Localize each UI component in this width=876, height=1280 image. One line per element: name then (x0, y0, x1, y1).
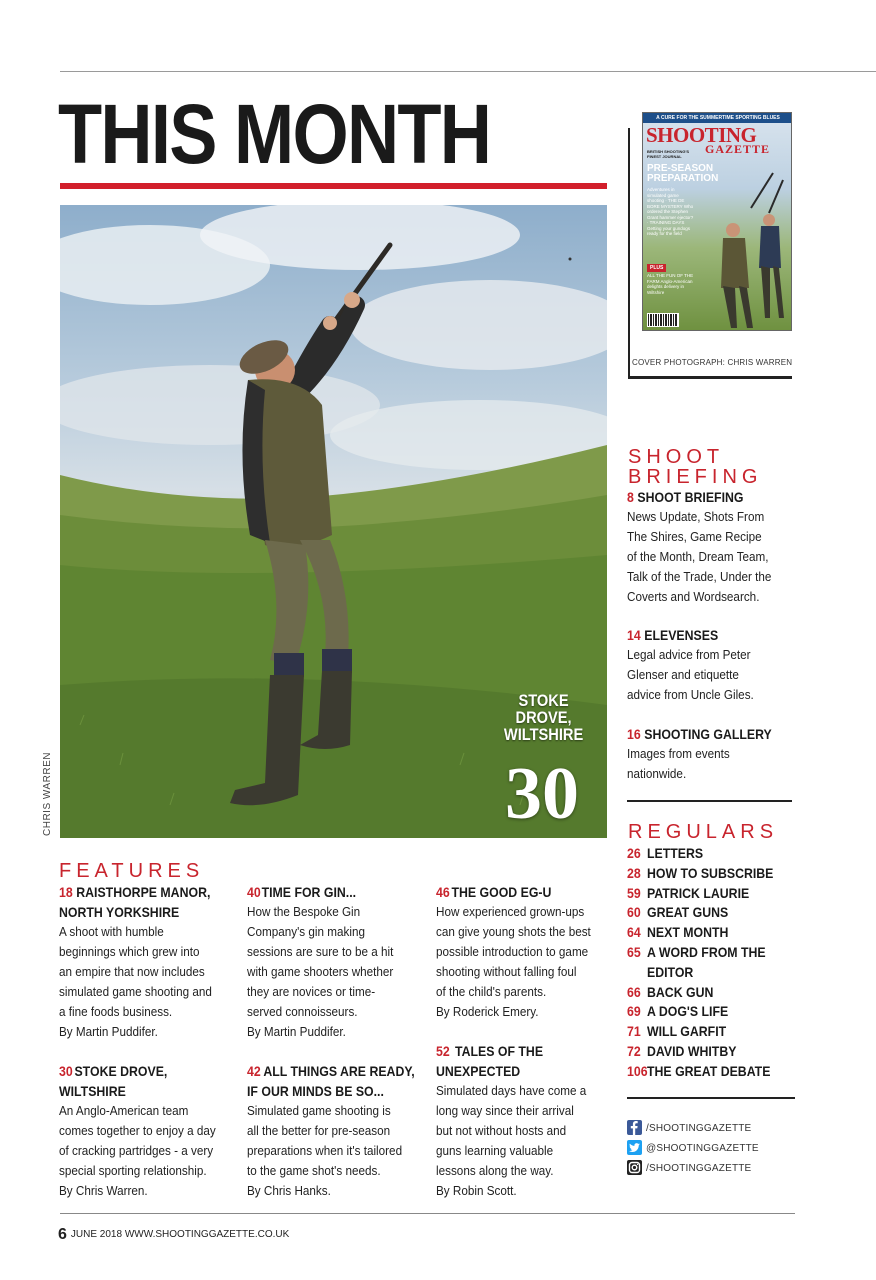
regulars-page-number: 71 (627, 1023, 641, 1040)
footer (58, 1226, 289, 1244)
entry-body (247, 902, 409, 1042)
section-divider (627, 800, 792, 802)
entry-body (59, 922, 221, 1042)
social-handle: /SHOOTINGGAZETTE (646, 1163, 752, 1174)
regulars-page-number: 59 (627, 884, 641, 901)
regulars-page-number: 69 (627, 1003, 641, 1020)
regulars-title: PATRICK LAURIE (647, 884, 750, 901)
regulars-heading: REGULARS (628, 821, 779, 843)
entry-line: of the Month, Dream Team, (627, 549, 769, 564)
entry-title-text: UNEXPECTED (436, 1063, 521, 1079)
regulars-item (627, 922, 807, 942)
entry-line: Images from events (627, 746, 730, 761)
entry-body (436, 1081, 598, 1201)
entry-line: By Robin Scott. (436, 1183, 517, 1198)
page-title: THIS MONTH (58, 87, 491, 181)
regulars-item (627, 1061, 807, 1081)
briefing-entry (627, 724, 792, 784)
cover-plus-text: ALL THE FUN OF THE FARM Anglo-American delights delivery in Wiltshire (647, 273, 694, 295)
entry-line: lessons along the way. (436, 1163, 554, 1178)
entry-body (627, 507, 771, 607)
regulars-item (627, 1021, 807, 1041)
regulars-item (627, 962, 807, 982)
regulars-title: EDITOR (647, 963, 694, 980)
entry-line: The Shires, Game Recipe (627, 529, 762, 544)
entry-page-number: 16 (627, 726, 641, 742)
regulars-title: A DOG'S LIFE (647, 1003, 729, 1020)
entry-line: By Chris Hanks. (247, 1183, 331, 1198)
entry-line: Talk of the Trade, Under the (627, 569, 772, 584)
entry-line: Company's gin making (247, 924, 365, 939)
magazine-cover (642, 112, 792, 331)
entry-line: they are novices or time- (247, 984, 376, 999)
regulars-item (627, 942, 807, 962)
hero-caption-line: STOKE (518, 691, 569, 710)
features-heading: FEATURES (59, 860, 205, 882)
entry-page-number: 40 (247, 884, 261, 900)
social-twitter[interactable] (627, 1140, 797, 1157)
entry-line: an empire that now includes (59, 964, 205, 979)
entry-title (627, 625, 751, 645)
regulars-title: WILL GARFIT (647, 1023, 727, 1040)
cover-caption: COVER PHOTOGRAPH: CHRIS WARREN (632, 358, 793, 367)
entry-page-number: 30 (59, 1063, 73, 1079)
entry-title (627, 724, 772, 744)
hero-caption-line: DROVE, (515, 708, 572, 727)
entry-line: How the Bespoke Gin (247, 904, 361, 919)
cover-barcode (647, 313, 679, 327)
entry-page-number: 14 (627, 627, 641, 643)
cover-plus-badge: PLUS (647, 264, 666, 272)
entry-line: possible introduction to game (436, 944, 589, 959)
entry-title (436, 882, 594, 902)
shoot-briefing-heading (628, 447, 762, 487)
entry-title-text: SHOOT BRIEFING (637, 489, 744, 505)
entry-title-text: STOKE DROVE, (74, 1063, 168, 1079)
entry-body (627, 744, 775, 784)
entry-line: served connoisseurs. (247, 1004, 358, 1019)
entry-line: simulated game shooting and (59, 984, 212, 999)
facebook-icon (627, 1120, 642, 1135)
hero-caption (504, 692, 583, 743)
entry-line: can give young shots the best (436, 924, 591, 939)
feature-entry (59, 882, 239, 1042)
entry-title (247, 882, 405, 902)
hero-page-number: 30 (505, 753, 579, 835)
entry-line: News Update, Shots From (627, 509, 765, 524)
entry-page-number: 46 (436, 884, 450, 900)
cover-cover-lines: Adventures in simulated game shooting · THE DE BORE MYSTERY Who ordered the Stephen Grant hammer ejector? · TRAINING DAYS Getting your gundogs ready for the field (647, 187, 694, 236)
entry-line: a fine foods business. (59, 1004, 173, 1019)
regulars-title: HOW TO SUBSCRIBE (647, 864, 774, 881)
entry-line: guns learning valuable (436, 1143, 554, 1158)
entry-line: comes together to enjoy a day (59, 1123, 216, 1138)
entry-line: to the game shot's needs. (247, 1163, 381, 1178)
entry-line: of cracking partridges - a very (59, 1143, 214, 1158)
entry-line: preparations when it's tailored (247, 1143, 403, 1158)
hero-caption-line: WILTSHIRE (503, 725, 583, 744)
entry-title (59, 1061, 217, 1081)
entry-line: special sporting relationship. (59, 1163, 207, 1178)
feature-entry (247, 882, 427, 1042)
entry-title (627, 487, 768, 507)
regulars-title: A WORD FROM THE (647, 943, 766, 960)
feature-entry (59, 1061, 239, 1201)
instagram-icon (627, 1160, 642, 1175)
feature-entry (436, 882, 616, 1022)
regulars-item (627, 863, 807, 883)
entry-page-number: 42 (247, 1063, 261, 1079)
regulars-list (627, 843, 807, 1081)
cover-strip: A CURE FOR THE SUMMERTIME SPORTING BLUES (643, 113, 792, 123)
entry-line: of the child's parents. (436, 984, 547, 999)
entry-line: sessions are sure to be a hit (247, 944, 394, 959)
regulars-page-number: 28 (627, 864, 641, 881)
entry-line: Glenser and etiquette (627, 667, 739, 682)
cover-figures (703, 168, 792, 331)
entry-title-text: ALL THINGS ARE READY, (263, 1063, 415, 1079)
regulars-title: GREAT GUNS (647, 904, 729, 921)
regulars-item (627, 1041, 807, 1061)
entry-line: How experienced grown-ups (436, 904, 585, 919)
entry-line: By Martin Puddifer. (247, 1024, 346, 1039)
regulars-title: THE GREAT DEBATE (647, 1062, 771, 1079)
entry-line: By Chris Warren. (59, 1183, 148, 1198)
footer-text: JUNE 2018 WWW.SHOOTINGGAZETTE.CO.UK (70, 1229, 290, 1240)
entry-body (627, 645, 754, 705)
regulars-page-number: 60 (627, 904, 641, 921)
feature-entry (247, 1061, 427, 1201)
top-rule (60, 71, 876, 72)
regulars-item (627, 902, 807, 922)
feature-entry (436, 1041, 616, 1201)
cover-headline: PRE-SEASON PREPARATION (647, 163, 719, 184)
entry-title-text: RAISTHORPE MANOR, (76, 884, 211, 900)
regulars-item (627, 982, 807, 1002)
social-handle: /SHOOTINGGAZETTE (646, 1123, 752, 1134)
briefing-entry (627, 487, 787, 607)
entry-title-text: NORTH YORKSHIRE (59, 904, 180, 920)
regulars-item (627, 843, 807, 863)
entry-title-text: TALES OF THE (454, 1043, 544, 1059)
entry-page-number: 18 (59, 884, 73, 900)
photo-credit: CHRIS WARREN (42, 752, 53, 836)
entry-body (59, 1101, 221, 1201)
section-divider (627, 1097, 795, 1099)
briefing-entry (627, 625, 768, 705)
entry-line: A shoot with humble (59, 924, 164, 939)
cover-masthead-sub: GAZETTE (705, 142, 771, 156)
regulars-item (627, 1001, 807, 1021)
entry-line: By Martin Puddifer. (59, 1024, 158, 1039)
regulars-page-number: 65 (627, 943, 641, 960)
entry-line: but not without hosts and (436, 1123, 567, 1138)
regulars-title: BACK GUN (647, 983, 714, 1000)
entry-line: An Anglo-American team (59, 1103, 189, 1118)
entry-body (436, 902, 598, 1022)
regulars-page-number: 106 (627, 1062, 648, 1079)
social-handle: @SHOOTINGGAZETTE (646, 1143, 759, 1154)
heading-line: BRIEFING (628, 466, 763, 488)
entry-title-text: THE GOOD EG-U (451, 884, 552, 900)
regulars-title: NEXT MONTH (647, 924, 729, 941)
entry-title-text: SHOOTING GALLERY (644, 726, 772, 742)
entry-title-text: IF OUR MINDS BE SO... (247, 1083, 384, 1099)
heading-line: SHOOT (628, 446, 725, 468)
entry-page-number: 52 (436, 1043, 450, 1059)
entry-title-text: ELEVENSES (644, 627, 719, 643)
regulars-page-number: 66 (627, 983, 641, 1000)
entry-line: Simulated game shooting is (247, 1103, 391, 1118)
entry-title (436, 1041, 594, 1061)
entry-line: shooting without falling foul (436, 964, 577, 979)
footer-page-number: 6 (58, 1226, 67, 1243)
regulars-page-number: 64 (627, 924, 641, 941)
entry-line: with game shooters whether (247, 964, 394, 979)
regulars-item (627, 883, 807, 903)
regulars-title: LETTERS (647, 845, 704, 861)
entry-line: nationwide. (627, 766, 687, 781)
title-underline (60, 183, 607, 189)
entry-line: Legal advice from Peter (627, 647, 751, 662)
entry-line: beginnings which grew into (59, 944, 200, 959)
regulars-title: DAVID WHITBY (647, 1042, 737, 1059)
entry-line: By Roderick Emery. (436, 1004, 539, 1019)
entry-line: advice from Uncle Giles. (627, 687, 754, 702)
regulars-page-number: 72 (627, 1042, 641, 1059)
regulars-page-number: 26 (627, 845, 641, 861)
entry-title (247, 1061, 415, 1081)
entry-line: all the better for pre-season (247, 1123, 391, 1138)
cover-subtitle: BRITISH SHOOTING'S FINEST JOURNAL (647, 149, 690, 159)
hero-photo (60, 205, 607, 838)
entry-body (247, 1101, 409, 1201)
entry-title (59, 882, 217, 902)
entry-line: Coverts and Wordsearch. (627, 589, 760, 604)
social-facebook[interactable] (627, 1120, 797, 1137)
entry-line: long way since their arrival (436, 1103, 574, 1118)
entry-line: Simulated days have come a (436, 1083, 587, 1098)
entry-title-text: TIME FOR GIN... (261, 884, 357, 900)
entry-page-number: 8 (627, 489, 634, 505)
cover-masthead: SHOOTING (646, 123, 757, 147)
entry-title-text: WILTSHIRE (59, 1083, 126, 1099)
bottom-rule (60, 1213, 795, 1214)
social-instagram[interactable] (627, 1160, 797, 1177)
twitter-icon (627, 1140, 642, 1155)
